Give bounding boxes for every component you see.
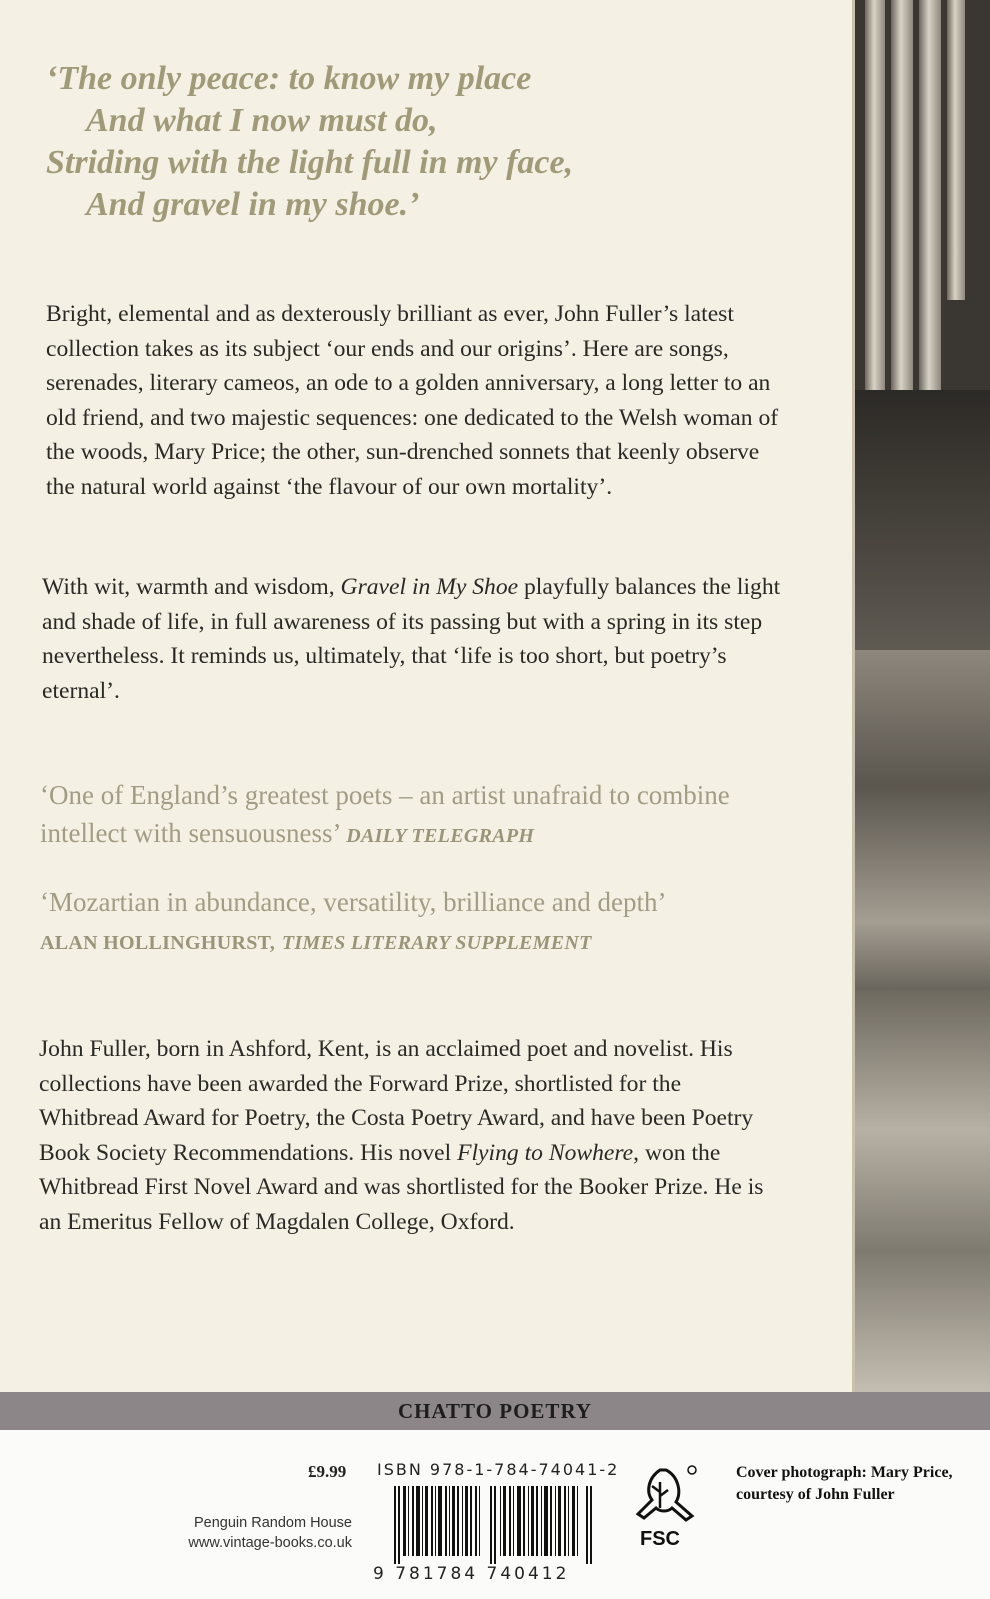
quote-author: ALAN HOLLINGHURST,: [40, 932, 276, 954]
credit-line: courtesy of John Fuller: [736, 1486, 895, 1503]
blurb-text-2: [42, 570, 790, 708]
footer: [0, 1430, 990, 1599]
blurb-paragraph-2: [42, 570, 790, 708]
bio-text-end: , won the Whitbread First Novel Award and was shortlisted for the Booker Prize. He is an Emeritus Fellow of Magdalen College, Oxford.: [39, 1139, 764, 1235]
barcode: [394, 1486, 594, 1564]
author-bio: [39, 1032, 777, 1239]
imprint-bar: CHATTO POETRY: [0, 1392, 990, 1430]
bio-text-start: John Fuller, born in Ashford, Kent, is an acclaimed poet and novelist. His collections have been awarded the Forward Prize, shortlisted for the Whitbread Award for Poetry, the Costa Poetry Award, and have been Poetry Book Society Recommendations. His novel: [39, 1036, 754, 1166]
quote-text: ‘Mozartian in abundance, versatility, brilliance and depth’: [40, 887, 667, 917]
price: £9.99: [308, 1462, 347, 1481]
photo-detail: [947, 0, 965, 300]
fsc-label: FSC: [640, 1528, 680, 1550]
book-title: Gravel in My Shoe: [340, 574, 519, 600]
epigraph-line: And gravel in my shoe.’: [86, 186, 420, 223]
epigraph-line: And what I now must do,: [86, 102, 438, 139]
credit-line: Cover photograph: Mary Price,: [736, 1464, 953, 1481]
epigraph-line: ‘The only peace: to know my place: [46, 60, 532, 97]
blurb-paragraph-1: [46, 297, 784, 504]
publisher-name: Penguin Random House: [194, 1515, 352, 1531]
publisher-website: www.vintage-books.co.uk: [188, 1535, 352, 1551]
photo-detail: [891, 0, 913, 390]
review-quote-2: [40, 883, 760, 962]
blurb-text: Bright, elemental and as dexterously brilliant as ever, John Fuller’s latest collection takes as its subject ‘our ends and our origins’. Here are songs, serenades, literary cameos, an ode to a golden anniversary, a long letter to an old friend, and two majestic sequences: one dedicated to the Welsh woman of the woods, Mary Price; the other, sun-drenched sonnets that keenly observe the natural world against ‘the flavour of our own mortality’.: [46, 301, 779, 500]
photo-detail: [855, 650, 990, 990]
review-quote-1: [40, 776, 730, 855]
quote-source: TIMES LITERARY SUPPLEMENT: [281, 932, 592, 954]
epigraph-line: Striding with the light full in my face,: [46, 144, 574, 181]
epigraph: [46, 58, 806, 226]
quote-source: DAILY TELEGRAPH: [346, 825, 535, 847]
publisher-info: [168, 1513, 352, 1553]
photo-detail: [855, 390, 990, 650]
photo-detail: [855, 990, 990, 1392]
cover-photo-strip: [852, 0, 990, 1392]
novel-title: Flying to Nowhere: [457, 1139, 634, 1166]
photo-detail: [919, 0, 941, 390]
blurb-text-start: With wit, warmth and wisdom,: [42, 574, 341, 600]
photo-detail: [865, 0, 885, 390]
photo-credit: [736, 1462, 986, 1506]
barcode-number: 9 781784 740412: [373, 1564, 570, 1584]
isbn: ISBN 978-1-784-74041-2: [377, 1460, 620, 1479]
quote-text: ‘One of England’s greatest poets – an artist unafraid to combine intellect with sensuousness’: [40, 780, 730, 848]
blurb-text-end: playfully balances the light and shade of life, in full awareness of its passing but with a spring in its step nevertheless. It reminds us, ultimately, that ‘life is too short, but poetry’s eternal’.: [42, 574, 781, 704]
bio-text: [39, 1032, 777, 1239]
